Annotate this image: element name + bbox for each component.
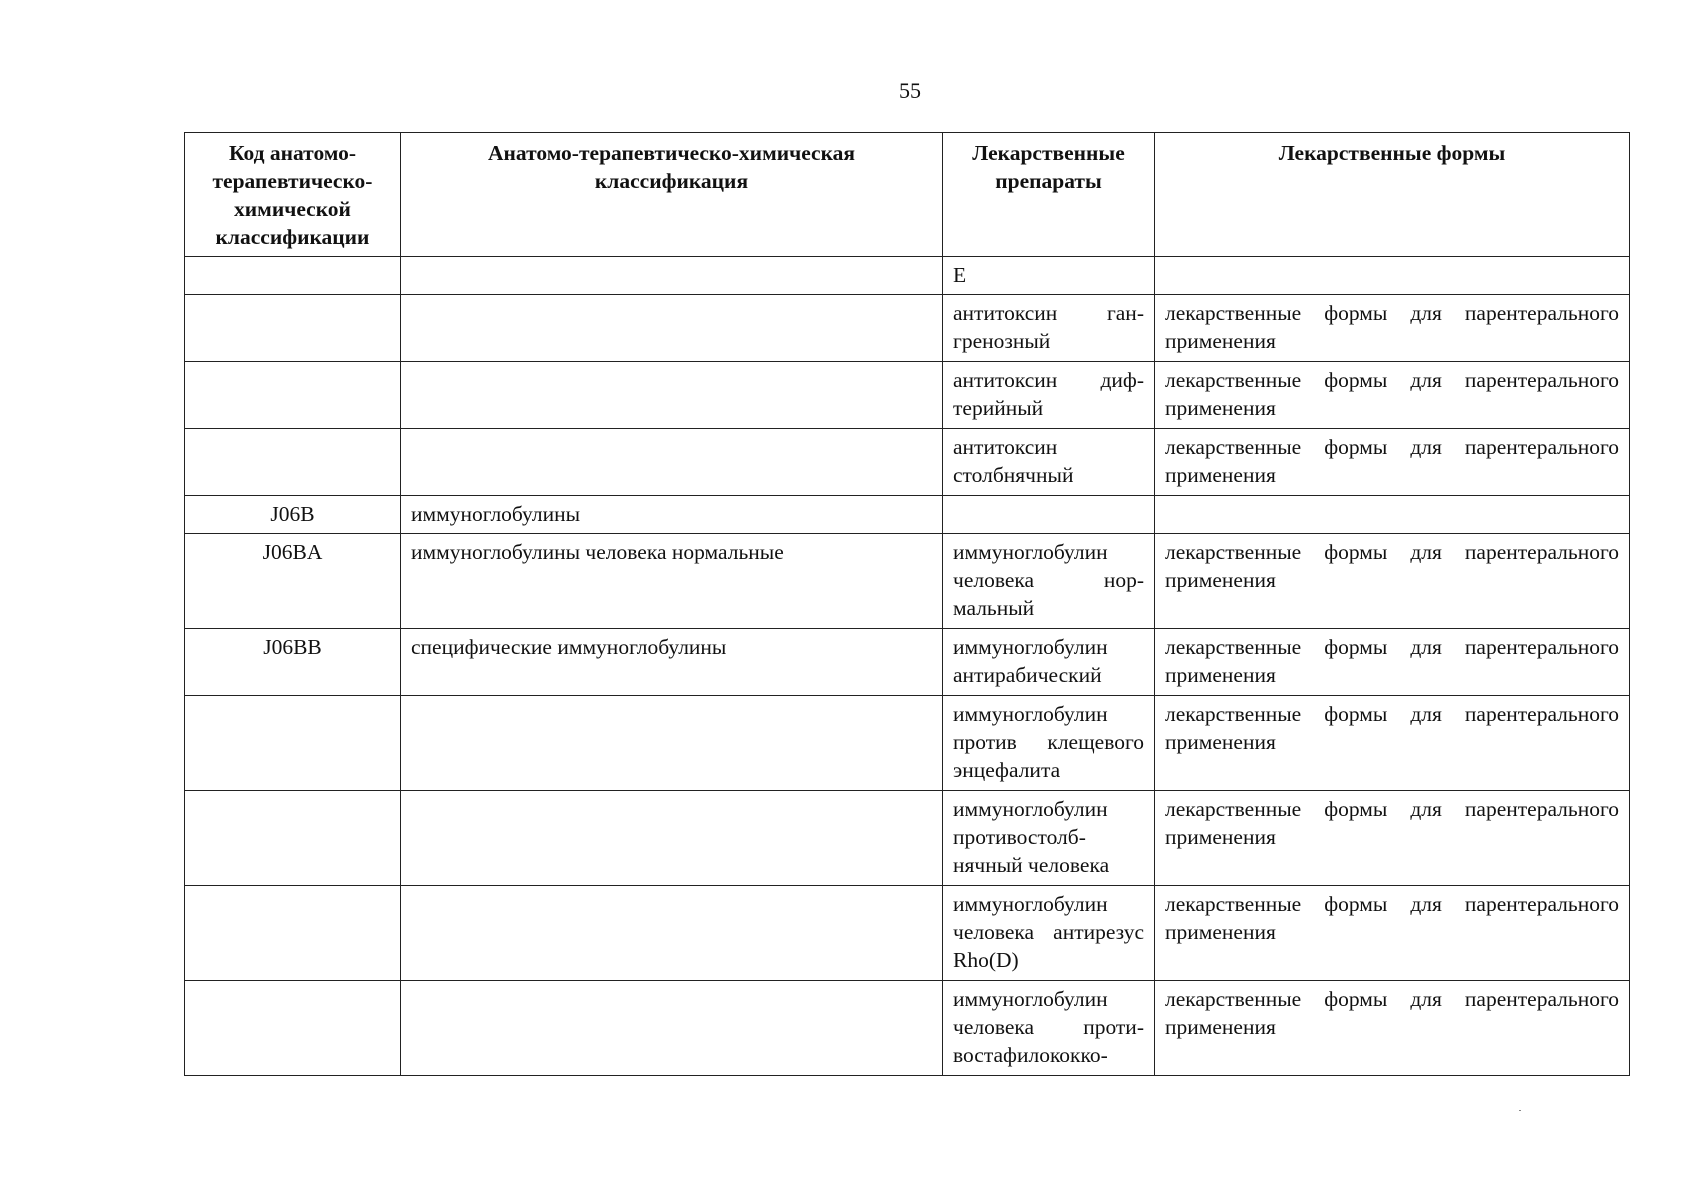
table-header-row <box>185 133 1630 257</box>
cell-code <box>185 886 401 981</box>
cell-classification <box>401 696 943 791</box>
table-row <box>185 429 1630 496</box>
cell-classification <box>401 886 943 981</box>
table-row <box>185 257 1630 295</box>
cell-drug: антитоксин дифтерийный <box>943 362 1155 429</box>
cell-code <box>185 696 401 791</box>
cell-code: J06BA <box>185 534 401 629</box>
cell-drug <box>943 496 1155 534</box>
cell-classification <box>401 429 943 496</box>
table-row <box>185 886 1630 981</box>
cell-classification <box>401 362 943 429</box>
table-row <box>185 295 1630 362</box>
cell-classification <box>401 295 943 362</box>
cell-code <box>185 981 401 1076</box>
cell-code <box>185 295 401 362</box>
cell-code <box>185 362 401 429</box>
header-atc-classification: Анатомо-терапевтическо-химическая классификация <box>401 133 943 257</box>
table-row <box>185 629 1630 696</box>
cell-classification: специфические иммуноглобулины <box>401 629 943 696</box>
cell-drug: Е <box>943 257 1155 295</box>
cell-drug: иммуноглобулин антирабический <box>943 629 1155 696</box>
cell-code: J06B <box>185 496 401 534</box>
cell-classification <box>401 981 943 1076</box>
cell-form: лекарственные формы для парентерального применения <box>1155 362 1630 429</box>
header-dosage-forms: Лекарственные формы <box>1155 133 1630 257</box>
scan-speck <box>1519 1110 1521 1111</box>
cell-form: лекарственные формы для парентерального применения <box>1155 981 1630 1076</box>
cell-code: J06BB <box>185 629 401 696</box>
cell-drug: антитоксин столбнячный <box>943 429 1155 496</box>
table-row <box>185 362 1630 429</box>
cell-code <box>185 429 401 496</box>
cell-classification: иммуноглобулины <box>401 496 943 534</box>
cell-classification <box>401 257 943 295</box>
header-atc-code: Код анатомо-терапевтическо-химической классификации <box>185 133 401 257</box>
cell-form: лекарственные формы для парентерального применения <box>1155 295 1630 362</box>
cell-drug: иммуноглобулин человека противостафилококко- <box>943 981 1155 1076</box>
atc-table <box>184 132 1630 1076</box>
cell-drug: иммуноглобулин человека нормальный <box>943 534 1155 629</box>
table-row <box>185 791 1630 886</box>
cell-form: лекарственные формы для парентерального применения <box>1155 696 1630 791</box>
cell-code <box>185 257 401 295</box>
table-row <box>185 496 1630 534</box>
cell-form: лекарственные формы для парентерального применения <box>1155 429 1630 496</box>
cell-drug: иммуноглобулин противостолбнячный человека <box>943 791 1155 886</box>
cell-drug: антитоксин гангренозный <box>943 295 1155 362</box>
header-drugs: Лекарственные препараты <box>943 133 1155 257</box>
table-row <box>185 981 1630 1076</box>
cell-form <box>1155 496 1630 534</box>
cell-classification: иммуноглобулины человека нормальные <box>401 534 943 629</box>
cell-drug: иммуноглобулин человека антирезус Rho(D) <box>943 886 1155 981</box>
cell-classification <box>401 791 943 886</box>
page-number: 55 <box>899 78 921 103</box>
cell-drug: иммуноглобулин против клещевого энцефалита <box>943 696 1155 791</box>
cell-code <box>185 791 401 886</box>
cell-form <box>1155 257 1630 295</box>
cell-form: лекарственные формы для парентерального применения <box>1155 629 1630 696</box>
table-row <box>185 534 1630 629</box>
cell-form: лекарственные формы для парентерального применения <box>1155 886 1630 981</box>
cell-form: лекарственные формы для парентерального применения <box>1155 791 1630 886</box>
table-row <box>185 696 1630 791</box>
cell-form: лекарственные формы для парентерального применения <box>1155 534 1630 629</box>
